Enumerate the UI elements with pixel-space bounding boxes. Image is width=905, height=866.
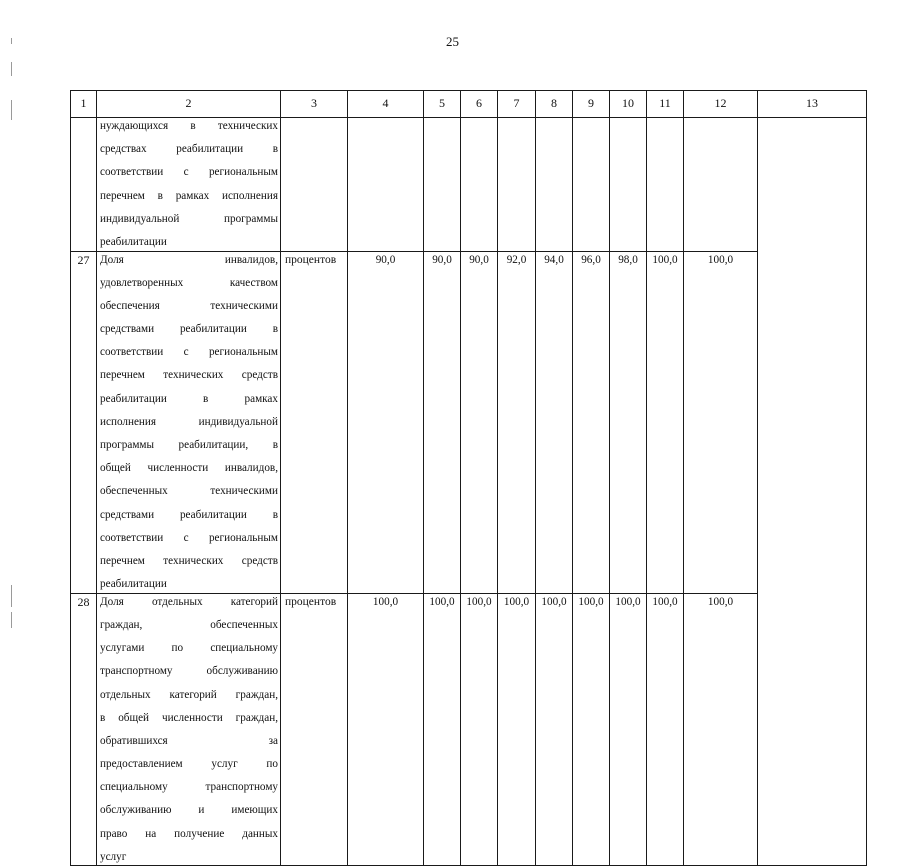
indicator-description bbox=[97, 118, 281, 252]
row-number: 28 bbox=[71, 593, 97, 866]
value-cell: 90,0 bbox=[424, 251, 461, 593]
value-cell: 100,0 bbox=[684, 593, 758, 866]
description-line: транспортному обслуживанию bbox=[100, 665, 278, 678]
scan-artifact bbox=[11, 612, 12, 628]
description-line: соответствии с региональным bbox=[100, 531, 278, 544]
description-line: Доля отдельных категорий bbox=[100, 595, 278, 608]
description-line: исполнения индивидуальной bbox=[100, 415, 278, 428]
notes-cell bbox=[758, 118, 867, 866]
description-line: общей численности инвалидов, bbox=[100, 462, 278, 475]
description-line: нуждающихся в технических bbox=[100, 120, 278, 132]
description-line: услуг bbox=[100, 850, 127, 863]
scan-artifact bbox=[11, 38, 12, 44]
value-cell bbox=[610, 118, 647, 252]
value-cell bbox=[647, 118, 684, 252]
value-cell bbox=[536, 118, 573, 252]
description-line: средствах реабилитации в bbox=[100, 143, 278, 156]
page-number: 25 bbox=[446, 34, 459, 49]
unit-cell bbox=[281, 118, 348, 252]
value-cell: 90,0 bbox=[348, 251, 424, 593]
value-cell: 100,0 bbox=[536, 593, 573, 866]
column-header: 6 bbox=[461, 91, 498, 118]
description-line: Доля инвалидов, bbox=[100, 253, 278, 266]
description-line: обеспечения техническими bbox=[100, 299, 278, 312]
description-line: программы реабилитации, в bbox=[100, 439, 278, 452]
value-cell: 94,0 bbox=[536, 251, 573, 593]
description-line: соответствии с региональным bbox=[100, 346, 278, 359]
description-line: граждан, обеспеченных bbox=[100, 618, 278, 631]
description-line: реабилитации в рамках bbox=[100, 392, 278, 405]
column-header: 1 bbox=[71, 91, 97, 118]
value-cell bbox=[573, 118, 610, 252]
description-line: обеспеченных техническими bbox=[100, 485, 278, 498]
column-number-row bbox=[71, 91, 867, 118]
indicator-description bbox=[97, 593, 281, 866]
indicator-description bbox=[97, 251, 281, 593]
value-cell: 100,0 bbox=[573, 593, 610, 866]
value-cell bbox=[461, 118, 498, 252]
column-header: 12 bbox=[684, 91, 758, 118]
row-number bbox=[71, 118, 97, 252]
column-header: 11 bbox=[647, 91, 684, 118]
description-line: специальному транспортному bbox=[100, 781, 278, 794]
scan-artifact bbox=[11, 62, 12, 76]
scan-artifact bbox=[11, 100, 12, 120]
description-line: отдельных категорий граждан, bbox=[100, 688, 278, 701]
value-cell: 100,0 bbox=[647, 593, 684, 866]
table-row bbox=[71, 593, 867, 866]
description-line: соответствии с региональным bbox=[100, 166, 278, 179]
column-header: 5 bbox=[424, 91, 461, 118]
column-header: 13 bbox=[758, 91, 867, 118]
description-line: услугами по специальному bbox=[100, 642, 278, 655]
column-header: 4 bbox=[348, 91, 424, 118]
value-cell: 100,0 bbox=[424, 593, 461, 866]
value-cell: 92,0 bbox=[498, 251, 536, 593]
description-line: перечнем технических средств bbox=[100, 554, 278, 567]
description-line: реабилитации bbox=[100, 235, 167, 248]
unit-cell: процентов bbox=[281, 251, 348, 593]
description-line: обратившихся за bbox=[100, 734, 278, 747]
description-line: перечнем технических средств bbox=[100, 369, 278, 382]
value-cell: 98,0 bbox=[610, 251, 647, 593]
description-line: средствами реабилитации в bbox=[100, 508, 278, 521]
value-cell: 100,0 bbox=[647, 251, 684, 593]
indicators-table bbox=[70, 90, 867, 866]
description-line: индивидуальной программы bbox=[100, 212, 278, 225]
scan-artifact bbox=[11, 585, 12, 607]
description-line: обслуживанию и имеющих bbox=[100, 804, 278, 817]
column-header: 2 bbox=[97, 91, 281, 118]
value-cell: 100,0 bbox=[498, 593, 536, 866]
description-line: право на получение данных bbox=[100, 827, 278, 840]
value-cell: 100,0 bbox=[684, 251, 758, 593]
column-header: 9 bbox=[573, 91, 610, 118]
value-cell bbox=[424, 118, 461, 252]
value-cell: 100,0 bbox=[461, 593, 498, 866]
unit-cell: процентов bbox=[281, 593, 348, 866]
table-row bbox=[71, 251, 867, 593]
value-cell bbox=[348, 118, 424, 252]
row-number: 27 bbox=[71, 251, 97, 593]
column-header: 8 bbox=[536, 91, 573, 118]
value-cell: 100,0 bbox=[610, 593, 647, 866]
column-header: 3 bbox=[281, 91, 348, 118]
description-line: в общей численности граждан, bbox=[100, 711, 278, 724]
table-row bbox=[71, 118, 867, 252]
value-cell bbox=[684, 118, 758, 252]
description-line: предоставлением услуг по bbox=[100, 758, 278, 771]
column-header: 10 bbox=[610, 91, 647, 118]
value-cell: 90,0 bbox=[461, 251, 498, 593]
value-cell: 100,0 bbox=[348, 593, 424, 866]
column-header: 7 bbox=[498, 91, 536, 118]
value-cell: 96,0 bbox=[573, 251, 610, 593]
value-cell bbox=[498, 118, 536, 252]
description-line: средствами реабилитации в bbox=[100, 323, 278, 336]
description-line: перечнем в рамках исполнения bbox=[100, 189, 278, 202]
description-line: реабилитации bbox=[100, 578, 167, 591]
description-line: удовлетворенных качеством bbox=[100, 276, 278, 289]
